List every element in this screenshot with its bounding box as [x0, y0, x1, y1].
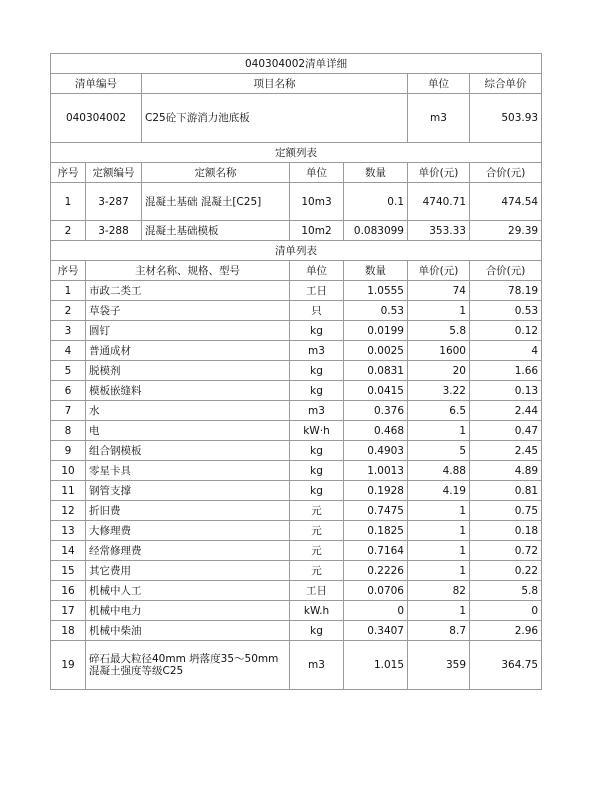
material-no: 18 — [51, 621, 86, 641]
material-qty: 0.0025 — [344, 341, 408, 361]
material-name: 碎石最大粒径40mm 坍落度35～50mm混凝土强度等级C25 — [86, 641, 290, 690]
material-unit-price: 6.5 — [408, 401, 470, 421]
bill-name: C25砼下游消力池底板 — [142, 94, 408, 143]
quota-code: 3-288 — [86, 221, 142, 241]
material-unit-price: 4.88 — [408, 461, 470, 481]
material-total: 4 — [470, 341, 542, 361]
quota-code: 3-287 — [86, 183, 142, 221]
material-section-title: 清单列表 — [51, 241, 542, 261]
material-unit-price: 1 — [408, 601, 470, 621]
bill-row — [51, 94, 542, 143]
material-qty: 1.0555 — [344, 281, 408, 301]
material-total: 0.53 — [470, 301, 542, 321]
material-total: 2.44 — [470, 401, 542, 421]
material-unit-price: 82 — [408, 581, 470, 601]
material-row — [51, 401, 542, 421]
material-row — [51, 361, 542, 381]
material-unit: 工日 — [290, 581, 344, 601]
material-total: 4.89 — [470, 461, 542, 481]
material-name: 普通成材 — [86, 341, 290, 361]
material-row — [51, 481, 542, 501]
material-total: 5.8 — [470, 581, 542, 601]
bill-unit-header: 单位 — [408, 74, 470, 94]
material-row — [51, 561, 542, 581]
material-row — [51, 541, 542, 561]
material-qty: 0.468 — [344, 421, 408, 441]
material-name: 大修理费 — [86, 521, 290, 541]
material-qty: 0.0199 — [344, 321, 408, 341]
material-qty-header: 数量 — [344, 261, 408, 281]
material-section-row — [51, 241, 542, 261]
bill-price: 503.93 — [470, 94, 542, 143]
material-total: 0.72 — [470, 541, 542, 561]
material-no: 17 — [51, 601, 86, 621]
material-total: 2.96 — [470, 621, 542, 641]
material-total: 0 — [470, 601, 542, 621]
quota-total: 474.54 — [470, 183, 542, 221]
quota-unit: 10m3 — [290, 183, 344, 221]
material-unit-price: 1 — [408, 541, 470, 561]
material-qty: 0.0706 — [344, 581, 408, 601]
material-name: 机械中柴油 — [86, 621, 290, 641]
material-row — [51, 341, 542, 361]
material-unit-price: 3.22 — [408, 381, 470, 401]
material-no: 19 — [51, 641, 86, 690]
material-no: 16 — [51, 581, 86, 601]
material-unit: kg — [290, 321, 344, 341]
material-no: 8 — [51, 421, 86, 441]
material-unit: kg — [290, 461, 344, 481]
material-no: 9 — [51, 441, 86, 461]
bill-code-header: 清单编号 — [51, 74, 142, 94]
quota-qty: 0.083099 — [344, 221, 408, 241]
material-name: 草袋子 — [86, 301, 290, 321]
quota-header-row — [51, 163, 542, 183]
material-row — [51, 501, 542, 521]
material-unit: m3 — [290, 641, 344, 690]
material-no: 11 — [51, 481, 86, 501]
material-no: 7 — [51, 401, 86, 421]
material-row — [51, 301, 542, 321]
material-unit-price: 5 — [408, 441, 470, 461]
material-row — [51, 441, 542, 461]
material-unit: kW·h — [290, 421, 344, 441]
material-unit-price: 1 — [408, 521, 470, 541]
material-total: 0.13 — [470, 381, 542, 401]
bill-header-row — [51, 74, 542, 94]
material-name: 圆钉 — [86, 321, 290, 341]
quota-unit-price: 4740.71 — [408, 183, 470, 221]
material-qty: 0 — [344, 601, 408, 621]
material-total: 364.75 — [470, 641, 542, 690]
material-total: 0.47 — [470, 421, 542, 441]
quota-name-header: 定额名称 — [142, 163, 290, 183]
quota-name: 混凝土基础 混凝土[C25] — [142, 183, 290, 221]
material-total: 0.75 — [470, 501, 542, 521]
material-no: 10 — [51, 461, 86, 481]
quota-no-header: 序号 — [51, 163, 86, 183]
material-unit-price: 1600 — [408, 341, 470, 361]
material-no: 15 — [51, 561, 86, 581]
material-unit: 只 — [290, 301, 344, 321]
material-total: 78.19 — [470, 281, 542, 301]
material-name-header: 主材名称、规格、型号 — [86, 261, 290, 281]
material-unit-price: 5.8 — [408, 321, 470, 341]
material-qty: 0.1928 — [344, 481, 408, 501]
material-total: 2.45 — [470, 441, 542, 461]
material-qty: 0.53 — [344, 301, 408, 321]
material-unit-price: 20 — [408, 361, 470, 381]
material-name: 水 — [86, 401, 290, 421]
material-unit: kg — [290, 621, 344, 641]
material-unit: kg — [290, 481, 344, 501]
material-row — [51, 321, 542, 341]
material-name: 模板嵌缝料 — [86, 381, 290, 401]
material-qty: 0.7164 — [344, 541, 408, 561]
quota-qty-header: 数量 — [344, 163, 408, 183]
material-name: 其它费用 — [86, 561, 290, 581]
material-name: 经常修理费 — [86, 541, 290, 561]
bill-name-header: 项目名称 — [142, 74, 408, 94]
bill-code: 040304002 — [51, 94, 142, 143]
quota-no: 2 — [51, 221, 86, 241]
material-unit: m3 — [290, 341, 344, 361]
material-unit-price: 359 — [408, 641, 470, 690]
material-qty: 0.2226 — [344, 561, 408, 581]
material-unit-price: 1 — [408, 301, 470, 321]
material-unit: 元 — [290, 521, 344, 541]
material-name: 零星卡具 — [86, 461, 290, 481]
quota-unit-price: 353.33 — [408, 221, 470, 241]
quota-unit-price-header: 单价(元) — [408, 163, 470, 183]
material-no: 13 — [51, 521, 86, 541]
material-no-header: 序号 — [51, 261, 86, 281]
material-total: 0.81 — [470, 481, 542, 501]
material-no: 12 — [51, 501, 86, 521]
material-name: 机械中电力 — [86, 601, 290, 621]
material-unit: 元 — [290, 561, 344, 581]
quota-name: 混凝土基础模板 — [142, 221, 290, 241]
material-no: 6 — [51, 381, 86, 401]
material-unit: kg — [290, 381, 344, 401]
material-qty: 1.0013 — [344, 461, 408, 481]
material-unit-price: 1 — [408, 561, 470, 581]
material-row — [51, 521, 542, 541]
material-unit-price: 8.7 — [408, 621, 470, 641]
material-name: 折旧费 — [86, 501, 290, 521]
material-row — [51, 621, 542, 641]
material-qty: 0.1825 — [344, 521, 408, 541]
quota-row — [51, 183, 542, 221]
material-row — [51, 421, 542, 441]
material-row — [51, 581, 542, 601]
material-no: 5 — [51, 361, 86, 381]
material-unit: kg — [290, 441, 344, 461]
material-unit-header: 单位 — [290, 261, 344, 281]
material-total: 0.12 — [470, 321, 542, 341]
quota-section-title: 定额列表 — [51, 143, 542, 163]
table-title-row — [51, 54, 542, 74]
material-name: 组合钢模板 — [86, 441, 290, 461]
material-qty: 1.015 — [344, 641, 408, 690]
material-unit: kW.h — [290, 601, 344, 621]
quota-unit-header: 单位 — [290, 163, 344, 183]
material-unit-price-header: 单价(元) — [408, 261, 470, 281]
material-no: 4 — [51, 341, 86, 361]
material-no: 2 — [51, 301, 86, 321]
material-total: 1.66 — [470, 361, 542, 381]
material-name: 机械中人工 — [86, 581, 290, 601]
material-no: 1 — [51, 281, 86, 301]
material-row — [51, 461, 542, 481]
material-no: 14 — [51, 541, 86, 561]
material-unit-price: 74 — [408, 281, 470, 301]
material-qty: 0.7475 — [344, 501, 408, 521]
quota-unit: 10m2 — [290, 221, 344, 241]
material-unit: kg — [290, 361, 344, 381]
quota-qty: 0.1 — [344, 183, 408, 221]
material-qty: 0.0831 — [344, 361, 408, 381]
material-unit-price: 1 — [408, 501, 470, 521]
material-row — [51, 281, 542, 301]
material-name: 脱模剂 — [86, 361, 290, 381]
material-name: 钢管支撑 — [86, 481, 290, 501]
material-unit: m3 — [290, 401, 344, 421]
material-row — [51, 601, 542, 621]
material-unit-price: 1 — [408, 421, 470, 441]
material-row — [51, 381, 542, 401]
material-total-header: 合价(元) — [470, 261, 542, 281]
material-total: 0.22 — [470, 561, 542, 581]
bill-price-header: 综合单价 — [470, 74, 542, 94]
material-no: 3 — [51, 321, 86, 341]
material-row — [51, 641, 542, 690]
material-qty: 0.0415 — [344, 381, 408, 401]
material-name: 市政二类工 — [86, 281, 290, 301]
material-unit: 元 — [290, 541, 344, 561]
quota-row — [51, 221, 542, 241]
quota-no: 1 — [51, 183, 86, 221]
material-name: 电 — [86, 421, 290, 441]
material-qty: 0.3407 — [344, 621, 408, 641]
material-unit: 工日 — [290, 281, 344, 301]
material-unit-price: 4.19 — [408, 481, 470, 501]
material-total: 0.18 — [470, 521, 542, 541]
quota-total: 29.39 — [470, 221, 542, 241]
bill-unit: m3 — [408, 94, 470, 143]
material-header-row — [51, 261, 542, 281]
bill-detail-table — [50, 53, 542, 690]
table-title: 040304002清单详细 — [51, 54, 542, 74]
material-qty: 0.4903 — [344, 441, 408, 461]
material-unit: 元 — [290, 501, 344, 521]
material-qty: 0.376 — [344, 401, 408, 421]
quota-section-row — [51, 143, 542, 163]
quota-code-header: 定额编号 — [86, 163, 142, 183]
quota-total-header: 合价(元) — [470, 163, 542, 183]
